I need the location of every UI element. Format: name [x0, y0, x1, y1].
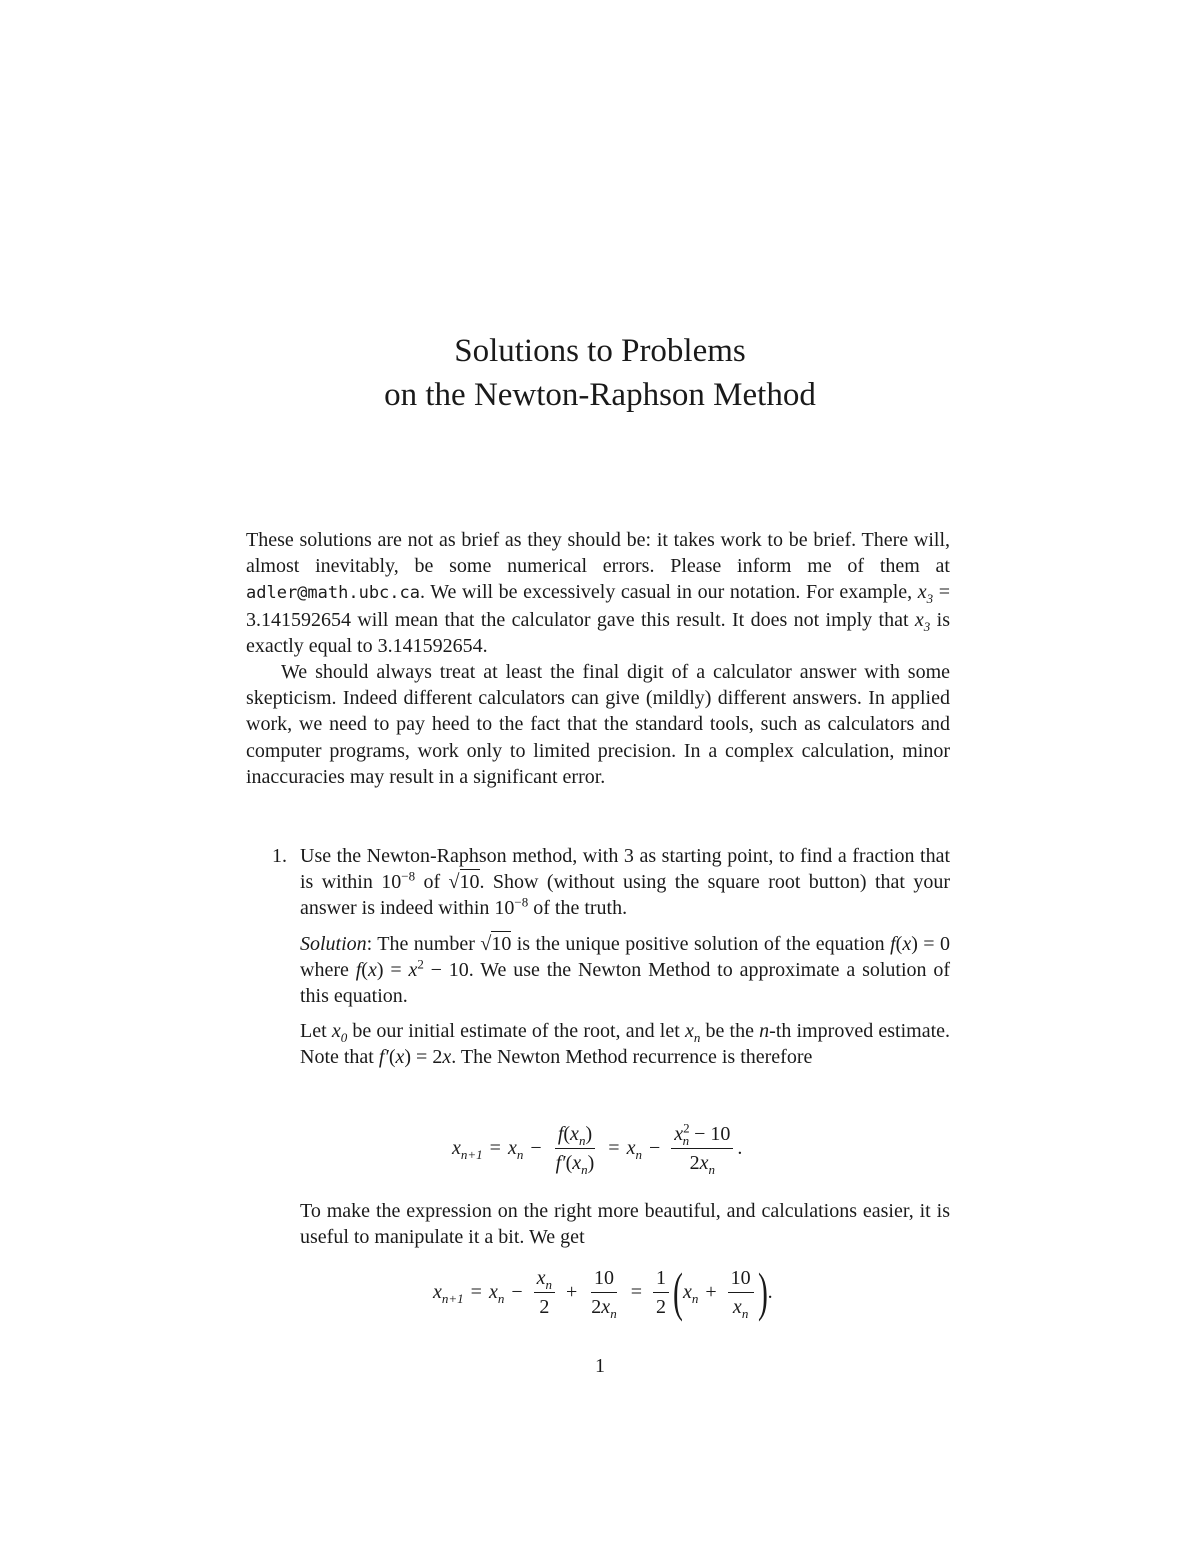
manipulation-paragraph: To make the expression on the right more beautiful, and calculations easier, it is useful to manipulate it a bit. We get [300, 1200, 950, 1249]
math-x3-second: $x_3$ [914, 608, 931, 634]
problem-text-b: of [415, 871, 449, 894]
problem-text-a: Use the Newton-Raphson method, with 3 as starting point, to find a fraction that is within 10 [300, 845, 950, 894]
intro-text-c: = 3.141592654 will mean that the calculator gave this result. It does not imply that [246, 581, 950, 631]
let-text-e: . The Newton Method recurrence is therefore [451, 1046, 813, 1069]
exponent: −8 [401, 868, 416, 884]
intro-text-b: . We will be excessively casual in our notation. For example, [420, 581, 918, 604]
sqrt-argument: 10 [459, 871, 480, 894]
math-fx: f [355, 958, 362, 981]
let-text-a: Let [300, 1020, 332, 1043]
intro-text-a: These solutions are not as brief as they should be: it takes work to be brief. There will, almost inevitably, be some numerical errors. Please inform me of them at [246, 529, 950, 578]
let-text-b: be our initial estimate of the root, and let [347, 1020, 685, 1043]
intro-section [246, 527, 950, 790]
problem-text-c: . Show (without using the square root button) that your answer is indeed within 10 [300, 871, 951, 920]
document-page: Solutions to Problems on the Newton-Raphson Method These solutions are not as brief as they should be: it takes work to be brief. There will, almost inevitably, be some numerical errors. Please inform me of them at adler@math.ubc.ca. We will be excessively casual in our notation. For example, $x_3 = 3.141592654$ will mean that the calculator gave this result. It does not imply that $x_3$ is exactly equal to 3.141592654. We should always treat at least the final digit of a calculator answer with some skepticism. Indeed different calculators can give (mildly) different answers. In applied work, we need to pay heed to the fact that the standard tools, such as calculators and computer programs, work only to limited precision. In a complex calculation, minor inaccuracies may result in a significant error. 1. Use the Newton-Raphson method, with 3 as starting point, to find a fraction that is within $10^{-8}$ of √10. Show (without using the square root button) that your answer is indeed within $10^{-8}$ of the truth. Solution: The number √10 is the unique positive solution of the equation f(x) = 0 where $f(x) = x^2 - 10$. We use the Newton Method to approximate a solution of this equation. Let $x_0$ be our initial estimate of the root, and let $x_n$ be the n-th improved estimate. Note that f′(x) = 2x. The Newton Method recurrence is therefore $x_{n+1}$ = $x_n$ − $\frac{f(x_n)}{f'(x_n)}$ = $x_n$ − $\frac{x^2_n - 10}{2x_n}$ . To make the expression on the right more beautiful, and calculations easier, it is useful to manipulate it a bit. We get $x_{n+1}$ = $x_n$ − $\frac{x_n}{2}$ + $\frac{10}{2x_n}$ = $\frac{1}{2}$ ( $x_n$ + $\frac{10}{x_n}$ ) . 1 [0, 0, 1200, 1553]
problem-text-d: of the truth. [528, 897, 628, 920]
math-n: n [759, 1020, 770, 1043]
problem-statement [300, 843, 950, 922]
intro-text-d: is exactly equal to 3.141592654. [246, 608, 950, 657]
title-line-1: Solutions to Problems [454, 333, 746, 369]
sqrt-symbol-2: √10 [480, 932, 512, 955]
problem-1 [272, 843, 951, 1080]
math-x0: $x_0$ [331, 1020, 348, 1046]
solution-text-d: . We use the Newton Method to approximate a solution of this equation. [300, 958, 951, 1008]
let-text-d: -th improved estimate. Note that [300, 1020, 951, 1069]
page-number: 1 [595, 1355, 605, 1377]
math-fx-eq-0: f [890, 932, 896, 955]
solution-paragraph: Solution: The number √10 is the unique positive solution of the equation f(x) = 0 where $f(x) = x^2 - 10$. We use the Newton Method to approximate a solution of this equation. [300, 932, 951, 1008]
solution-label: Solution [300, 932, 367, 955]
solution-text-b: is the unique positive solution of the equation [511, 932, 891, 955]
solution-text-c: where [300, 958, 356, 981]
recurrence-paragraph: Let $x_0$ be our initial estimate of the root, and let $x_n$ be the n-th improved estimate. Note that f′(x) = 2x. The Newton Method recurrence is therefore [300, 1020, 951, 1069]
math-fprime: f′ [378, 1046, 389, 1069]
intro-paragraph-1 [246, 527, 950, 659]
exponent-2: −8 [514, 894, 529, 910]
let-text-c: be the [700, 1020, 760, 1043]
math-xn: $x_n$ [684, 1020, 701, 1046]
sqrt-argument-2: 10 [491, 932, 512, 955]
title-line-2: on the Newton-Raphson Method [384, 377, 816, 413]
sqrt-symbol: √10 [448, 871, 480, 894]
math-x3: $x_3$ [917, 581, 934, 607]
intro-paragraph-2: We should always treat at least the final digit of a calculator answer with some skepticism. Indeed different calculators can give (mildly) different answers. In applied work, we need to pay heed to the fact that the standard tools, such as calculators and computer programs, work only to limited precision. In a complex calculation, minor inaccuracies may result in a significant error. [246, 661, 950, 788]
problem-number: 1. [272, 845, 287, 867]
solution-text-a: : The number [366, 932, 481, 955]
email-address: adler@math.ubc.ca [246, 583, 420, 604]
